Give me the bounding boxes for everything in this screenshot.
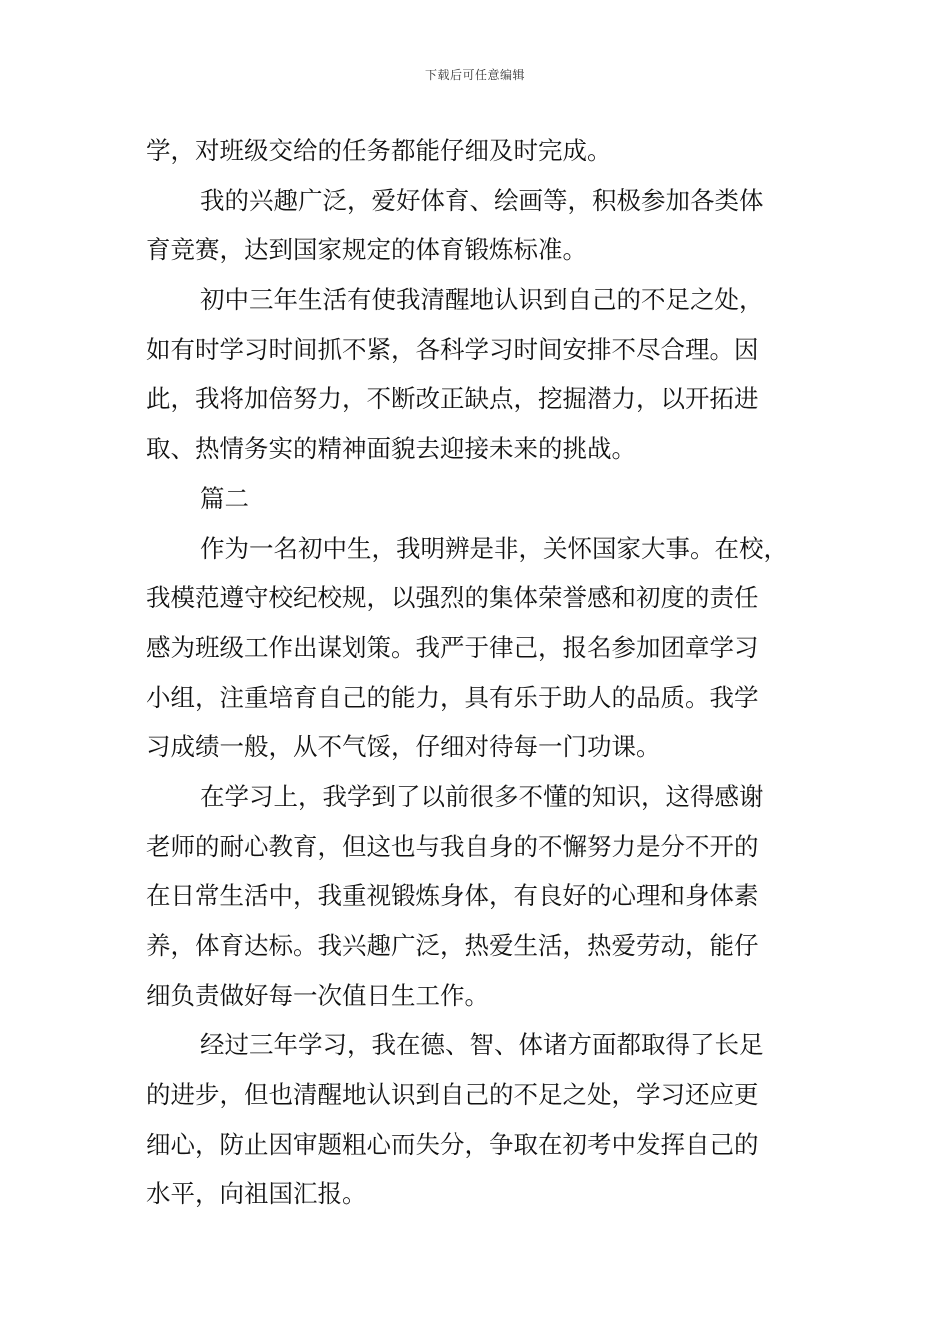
text-line: 水平，向祖国汇报。 [146,1179,367,1209]
section-heading: 篇二 [200,483,249,513]
text-line: 细心，防止因审题粗心而失分，争取在初考中发挥自己的 [146,1129,759,1159]
document-body [146,126,816,1219]
text-line: 细负责做好每一次值日生工作。 [146,980,489,1010]
text-line: 习成绩一般，从不气馁，仔细对待每一门功课。 [146,732,661,762]
text-line: 小组，注重培育自己的能力，具有乐于助人的品质。我学 [146,682,759,712]
text-line: 经过三年学习，我在德、智、体诸方面都取得了长足 [200,1030,764,1060]
text-line: 初中三年生活有使我清醒地认识到自己的不足之处， [200,285,764,315]
text-line: 如有时学习时间抓不紧，各科学习时间安排不尽合理。因 [146,334,759,364]
text-line: 的进步，但也清醒地认识到自己的不足之处，学习还应更 [146,1080,759,1110]
text-line: 感为班级工作出谋划策。我严于律己，报名参加团章学习 [146,632,759,662]
text-line: 取、热情务实的精神面貌去迎接未来的挑战。 [146,434,636,464]
text-line: 育竞赛，达到国家规定的体育锻炼标准。 [146,235,587,265]
text-line: 作为一名初中生，我明辨是非，关怀国家大事。在校， [200,533,788,563]
text-line: 养，体育达标。我兴趣广泛，热爱生活，热爱劳动，能仔 [146,931,759,960]
text-line: 我模范遵守校纪校规，以强烈的集体荣誉感和初度的责任 [146,583,759,613]
text-line: 在学习上，我学到了以前很多不懂的知识，这得感谢 [200,781,764,811]
text-line: 学，对班级交给的任务都能仔细及时完成。 [146,136,612,165]
text-line: 此，我将加倍努力，不断改正缺点，挖掘潜力，以开拓进 [146,384,759,414]
page-header: 下载后可任意编辑 [424,68,525,82]
text-line: 老师的耐心教育，但这也与我自身的不懈努力是分不开的 [146,831,759,861]
text-line: 我的兴趣广泛，爱好体育、绘画等，积极参加各类体 [200,185,764,215]
text-line: 在日常生活中，我重视锻炼身体，有良好的心理和身体素 [146,881,759,911]
